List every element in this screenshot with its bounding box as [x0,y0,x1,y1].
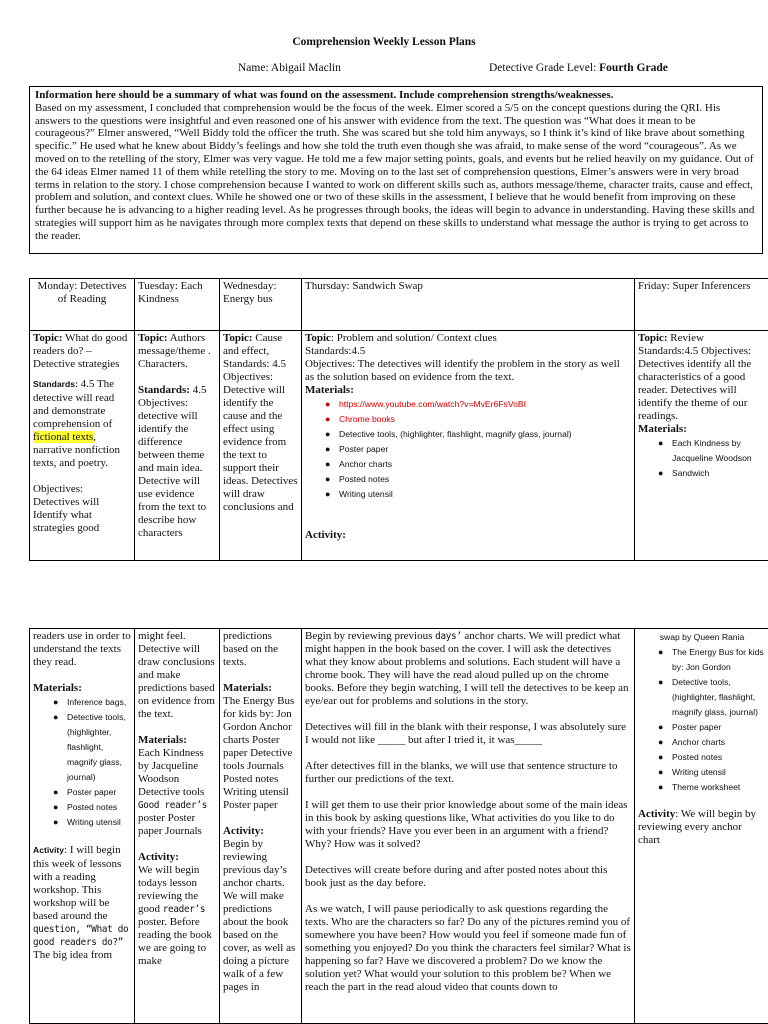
list-item [305,472,631,487]
bullet-icon: ● [658,677,664,687]
friday-activity-text: : We will begin by reviewing every anchor chart [638,808,757,846]
materials-item: Detective tools, (highlighter, flashlight, magnify glass, journal) [672,677,758,717]
wednesday-intro: predictions based on the texts. [223,630,278,668]
tuesday-standards [138,384,216,540]
monday-materials-list [33,695,131,830]
bullet-icon: ● [658,468,664,478]
materials-item: Anchor charts [672,737,726,747]
materials-item: Anchor charts [339,459,393,469]
thursday-activity-p2: Detectives will fill in the blank with their response, I was absolutely sure I would not like _____ but after I tried it, it was_____ [305,721,627,746]
materials-item: Chrome books [339,414,395,424]
thursday-p1-post: anchor charts. We will predict what might happen in the book based on the cover. I will ask the detectives what they know about problems and solutions. Each student will have a chrome book. They will have the read aloud pulled up on the chrome books. Before they begin watching, I will tell the detectives to be keep an eye/ear out for problems and solutions in the story. [305,630,629,707]
wednesday-cell-2 [220,629,302,1024]
assessment-summary [29,86,763,254]
materials-item: Detective tools, (highlighter, flashlight, magnify glass, journal) [67,712,126,782]
grade-label: Detective Grade Level: [489,62,600,74]
materials-item: Sandwich [672,468,710,478]
bullet-icon: ● [53,697,59,707]
list-item [638,735,766,750]
grade-level [489,62,668,75]
monday-intro: readers use in order to understand the texts they read. [33,630,131,668]
list-item [638,750,766,765]
header-monday: Monday: Detectives of Reading [30,279,135,331]
video-link[interactable]: https://www.youtube.com/watch?v=MvEr6FsVoBI [339,399,526,409]
tuesday-topic [138,332,216,371]
materials-item: Writing utensil [672,767,726,777]
monday-materials-label [33,682,131,695]
list-item [638,466,766,481]
list-item [638,765,766,780]
materials-item: Writing utensil [339,489,393,499]
list-item [638,675,766,720]
summary-heading: Information here should be a summary of what was found on the assessment. Include comprehension strengths/weaknesses. [35,89,614,101]
monday-standards-post: , narrative nonfiction texts, and poetry. [33,431,121,469]
monday-activity-label: Activity [33,845,65,855]
monday-activity-pre: : I will begin this week of lessons with a reading workshop. This workshop will be based around the [33,844,122,922]
list-item [305,427,631,442]
thursday-topic [305,332,631,345]
materials-item: Theme worksheet [672,782,741,792]
thursday-activity-heading: Activity: [305,529,346,541]
tuesday-activity [138,864,216,968]
list-item [305,487,631,502]
friday-materials-list-2 [638,645,766,795]
monday-standards-highlight: fictional texts [33,431,94,443]
wednesday-activity-heading: Activity: [223,825,264,837]
bullet-icon: ● [658,722,664,732]
bullet-icon: ● [53,712,59,722]
bullet-icon: ● [658,737,664,747]
materials-item: Writing utensil [67,817,121,827]
tuesday-activity-pre: We will begin todays lesson reviewing the good [138,864,200,915]
friday-materials-list [638,436,766,481]
tuesday-materials [138,747,216,838]
list-item [638,720,766,735]
teacher-name: Name: Abigail Maclin [238,62,341,74]
bullet-icon: ● [325,429,331,439]
bullet-icon: ● [325,459,331,469]
bullet-icon: ● [325,414,331,424]
thursday-activity-p4: I will get them to use their prior knowledge about some of the main ideas in this book by asking questions like, What activities do you like to do with your friends? Have you ever been in an argument with a friend? Why? How was it solved? [305,799,628,850]
thursday-cell-2 [302,629,635,1024]
tuesday-activity-handwritten: reader’s [162,904,206,915]
monday-cell-1 [30,331,135,561]
bullet-icon: ● [53,817,59,827]
materials-item: Posted notes [672,752,723,762]
lesson-table-page-2 [29,628,768,1024]
tuesday-activity-heading: Activity: [138,851,179,863]
list-item[interactable] [305,397,631,412]
list-item [305,457,631,472]
header-thursday: Thursday: Sandwich Swap [302,279,635,331]
friday-cell-2 [635,629,768,1024]
tuesday-intro: might feel. Detective will draw conclusions and make predictions based on evidence from the text. [138,630,215,720]
tuesday-activity-label [138,851,216,864]
bullet-icon: ● [53,787,59,797]
tuesday-materials-text: Each Kindness by Jacqueline Woodson Detective tools [138,747,205,798]
page-title: Comprehension Weekly Lesson Plans [292,36,476,48]
materials-item: Poster paper [67,787,117,797]
thursday-materials-label [305,384,631,397]
wednesday-materials-heading: Materials: [223,682,272,694]
tuesday-topic-text: Authors message/theme . Characters. [138,332,211,370]
thursday-materials-list [305,397,631,502]
tuesday-materials-label [138,734,216,747]
tuesday-materials-heading: Materials: [138,734,187,746]
bullet-icon: ● [325,474,331,484]
tuesday-materials-post: poster Poster paper Journals [138,812,202,837]
tuesday-standards-text: 4.5 Objectives: detective will identify the difference between theme and main idea. Detective will use evidence from the text to describe how characters [138,384,207,539]
friday-topic-text: Review Standards:4.5 Objectives: Detectives identify all the characteristics of a good reader. Detectives will identify the theme of our readings. [638,332,752,422]
materials-item: Each Kindness by Jacqueline Woodson [672,438,752,463]
wednesday-cell-1 [220,331,302,561]
header-friday: Friday: Super Inferencers [635,279,768,331]
thursday-activity-p6: As we watch, I will pause periodically to ask questions regarding the texts. Who are the characters so far? Do any of the pictures remind you of somewhere you have been? How would you feel if someone made fun of something you enjoyed? Do you think the characters feel similar? What is happening so far? Have we discovered a problem? Do we know the solution yet? What would your solution to this problem be? When we reach the part in the read aloud video that counts down to [305,903,631,993]
thursday-activity-p3: After detectives fill in the blanks, we will use that sentence structure to further our predictions of the text. [305,760,618,785]
wednesday-topic-text: Cause and effect, Standards: 4.5 Objectives: Detective will identify the cause and the effect using evidence from the text to support their ideas. Detectives will draw conclusions and [223,332,298,513]
wednesday-topic [223,332,298,514]
wednesday-activity: Begin by reviewing previous day’s anchor charts. We will make predictions about the book based on the cover, as well as doing a picture walk of a few pages in [223,838,296,993]
monday-materials-heading: Materials: [33,682,82,694]
monday-topic-text: What do good readers do? – Detective strategies [33,332,128,370]
monday-objectives: Objectives: Detectives will Identify what strategies good [33,483,100,534]
list-item [33,815,131,830]
friday-materials-label [638,423,766,436]
friday-topic [638,332,766,423]
summary-text: Based on my assessment, I concluded that comprehension would be the focus of the week. Elmer scored a 5/5 on the concept questions during the QRI. His answers to the questions were insightful and even reasoned one of his answer with evidence from the text. The question was “What does it mean to be courageous?” Elmer answered, “Well Biddy told the officer the truth. She was scared but she told him anyways, so I think it’s kind of like brave about something specific.” He used what he knew about Biddy’s feelings and how she told the truth even though she was afraid, to make sense of the word “courageous”. As we moved on to the retelling of the story, Elmer was very vague. He told me a few major setting points, goals, and events but he relied heavily on my guidance. Out of the 64 ideas Elmer named 11 of them while retelling the story to me. Moving on to the last set of comprehension questions, Elmer’s answers were in very broad terms in relation to the story. I chose comprehension because I wanted to work on different skills such as, authors message/theme, character traits, cause and effect, problem and solution, and context clues. While he showed one or two of these skills in the assessment, I believe that he would benefit from improving on these further because he is advancing to a higher reading level. As he progresses through books, the ideas will begin to advance in understanding. Having these skills and strategies will support him as he navigates through more complex texts that depend on these skills to understand what message the author is trying to get across to the reader. [35,101,755,242]
lesson-table-page-1 [29,278,768,561]
bullet-icon: ● [658,647,664,657]
wednesday-activity-label [223,825,298,838]
monday-activity-post: The big idea from [33,949,113,961]
list-item [638,645,766,675]
thursday-objectives: Objectives: The detectives will identify the problem in the story as well as the solution based on evidence from the text. [305,358,620,383]
friday-materials-heading: Materials: [638,423,687,435]
thursday-materials-heading: Materials: [305,384,354,396]
bullet-icon: ● [658,767,664,777]
bullet-icon: ● [53,802,59,812]
list-item [33,800,131,815]
bullet-icon: ● [658,782,664,792]
friday-activity-label: Activity [638,808,676,820]
monday-standards [33,377,131,470]
thursday-standards: Standards:4.5 [305,345,366,357]
list-item [33,695,131,710]
friday-activity [638,808,766,847]
bullet-icon: ● [325,399,331,409]
header-wednesday: Wednesday: Energy bus [220,279,302,331]
thursday-p1-pre: Begin by reviewing previous [305,630,436,642]
materials-item: Poster paper [672,722,722,732]
thursday-activity-p1 [305,630,631,708]
list-item [33,710,131,785]
materials-item: Detective tools, (highlighter, flashlight, magnify glass, journal) [339,429,572,439]
monday-topic-label: Topic: [33,332,63,344]
monday-activity [33,843,131,962]
tuesday-cell-1 [135,331,220,561]
wednesday-materials: The Energy Bus for kids by: Jon Gordon Anchor charts Poster paper Detective tools Journals Posted notes Writing utensil Poster paper [223,695,295,811]
materials-item: Posted notes [339,474,390,484]
friday-cell-1 [635,331,768,561]
friday-materials-continued: swap by Queen Rania [659,632,745,642]
header-tuesday: Tuesday: Each Kindness [135,279,220,331]
materials-item: Poster paper [339,444,389,454]
bullet-icon: ● [325,444,331,454]
list-item [305,412,631,427]
materials-item: The Energy Bus for kids by: Jon Gordon [672,647,764,672]
grade-value: Fourth Grade [599,62,668,74]
list-item [33,785,131,800]
thursday-activity-label [305,529,631,542]
monday-topic [33,332,131,371]
tuesday-standards-label: Standards: [138,384,190,396]
bullet-icon: ● [658,752,664,762]
monday-activity-handwritten: question, “What do good readers do?” [33,924,129,948]
list-item [638,436,766,466]
tuesday-materials-handwritten: Good reader’s [138,800,207,811]
tuesday-cell-2 [135,629,220,1024]
monday-standards-pre: 4.5 The detective will read and demonstrate comprehension of [33,378,115,430]
wednesday-materials-label [223,682,298,695]
thursday-activity-p5: Detectives will create before during and after posted notes about this book just as the day before. [305,864,608,889]
thursday-topic-label: Topic [305,332,331,344]
bullet-icon: ● [658,438,664,448]
list-item [638,780,766,795]
monday-cell-2 [30,629,135,1024]
thursday-cell-1 [302,331,635,561]
bullet-icon: ● [325,489,331,499]
thursday-topic-text: : Problem and solution/ Context clues [330,332,497,344]
wednesday-topic-label: Topic: [223,332,253,344]
materials-item: Posted notes [67,802,118,812]
materials-item: Inference bags, [67,697,127,707]
list-item [305,442,631,457]
tuesday-topic-label: Topic: [138,332,168,344]
friday-topic-label: Topic: [638,332,668,344]
tuesday-activity-post: poster. Before reading the book we are going to make [138,916,212,967]
monday-standards-label: Standards: [33,379,78,389]
thursday-p1-handwritten: days’ [435,631,462,642]
